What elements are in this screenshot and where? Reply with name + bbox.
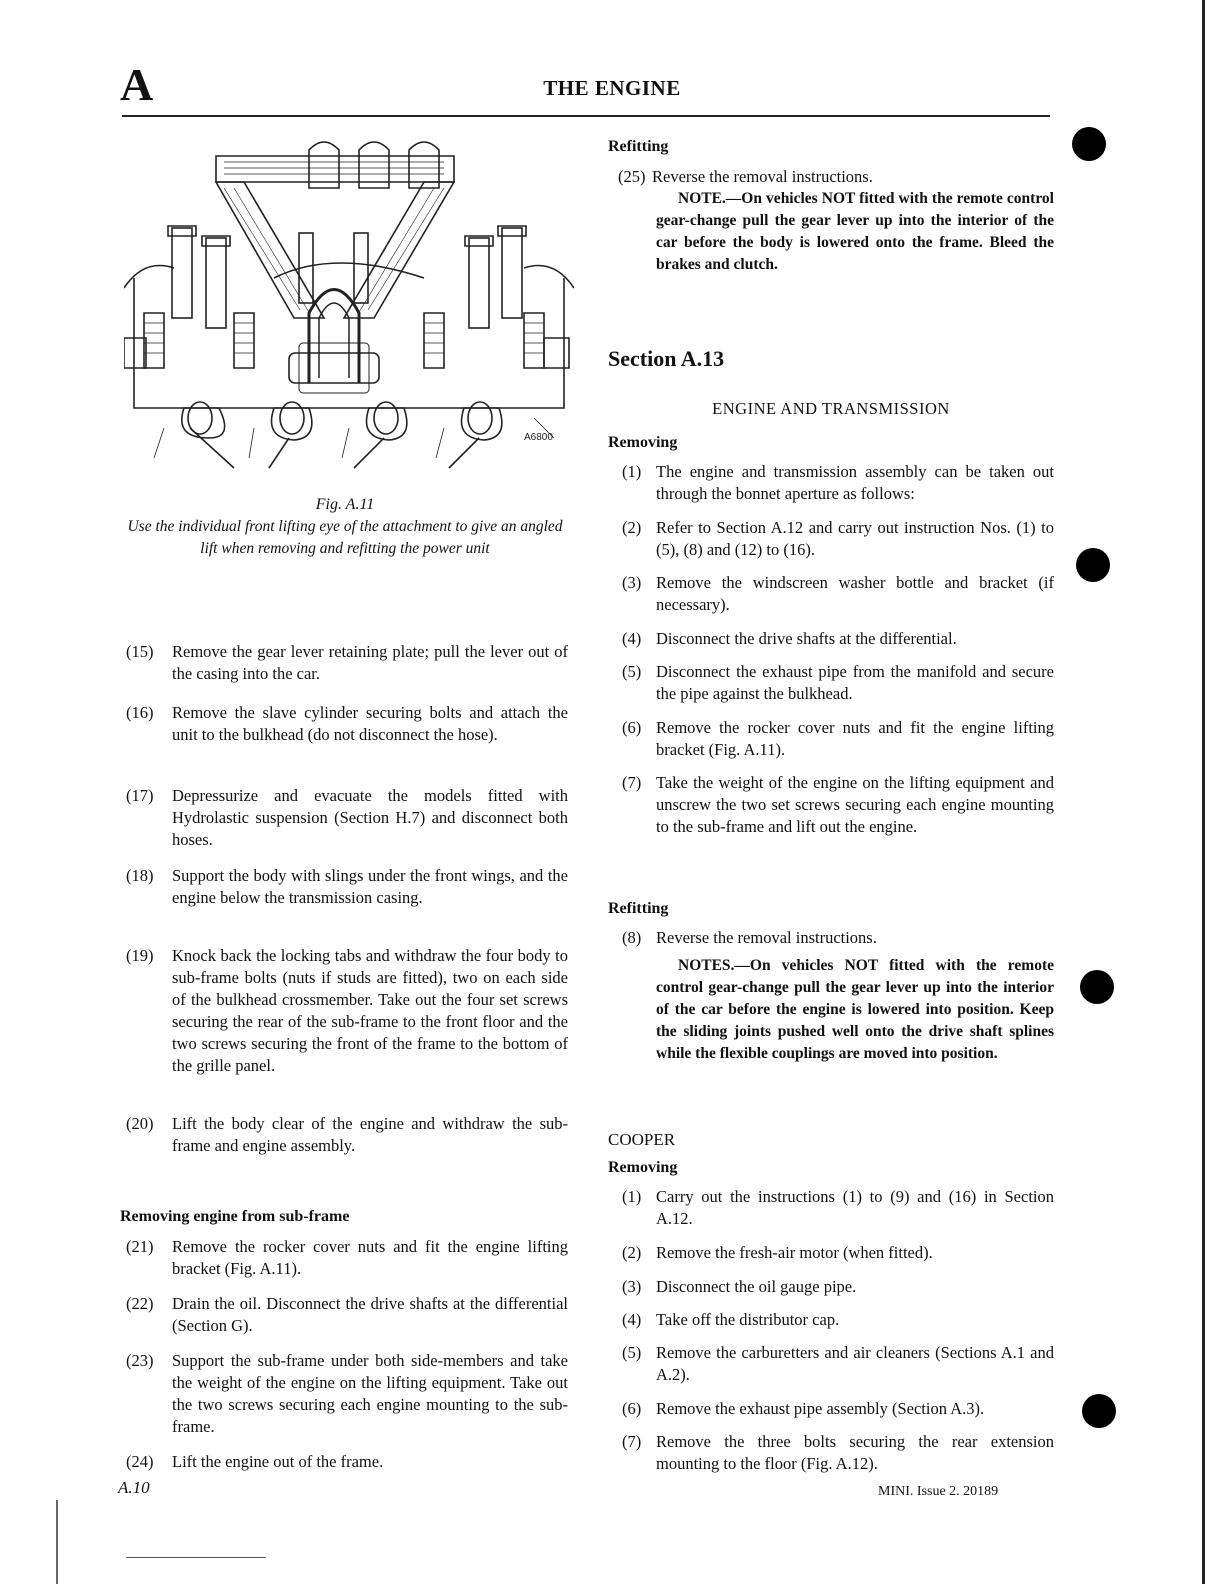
page-title: THE ENGINE [543,76,681,100]
step-item [622,1309,1054,1331]
step-text: Remove the rocker cover nuts and fit the engine lifting bracket (Fig. A.11). [656,718,1054,759]
step-item [126,785,568,851]
figure-caption [126,494,564,560]
engine-lifting-bracket-illustration [124,138,574,478]
page-edge-mark [56,1500,58,1584]
step-text: Take the weight of the engine on the lifting equipment and unscrew the two set screws securing each engine mounting to the sub-frame and lift out the engine. [656,773,1054,836]
step-number: (4) [622,629,642,648]
margin-dot-marker [1082,1394,1116,1428]
step-item [622,1242,1054,1264]
section-letter: A [120,59,154,110]
step-number: (8) [622,928,642,947]
step-item [622,1186,1054,1230]
step-number: (23) [126,1351,154,1370]
step-item [622,628,1054,650]
step-number: (3) [622,573,642,592]
cooper-heading: COOPER [608,1130,676,1149]
step-number: (2) [622,1243,642,1262]
step-number: (21) [126,1237,154,1256]
page-number: A.10 [118,1478,150,1497]
step-number: (18) [126,866,154,885]
step-number: (6) [622,1399,642,1418]
step-number: (22) [126,1294,154,1313]
margin-dot-marker [1080,970,1114,1004]
step-item [622,572,1054,616]
step-text: Disconnect the exhaust pipe from the manifold and secure the pipe against the bulkhead. [656,662,1054,703]
step-text: Drain the oil. Disconnect the drive shafts at the differential (Section G). [172,1294,568,1335]
subheading-removing: Removing [608,434,678,451]
step-number: (15) [126,642,154,661]
step-number: (19) [126,946,154,965]
step-item [126,1113,568,1157]
figure-ref-code: A6800 [524,432,553,443]
note-text: NOTES.—On vehicles NOT fitted with the remote control gear-change pull the gear lever up into the interior of the car before the engine is lowered into position. Keep the sliding joints pushed well onto the drive shaft splines while the flexible couplings are moved into position. [656,957,1054,1062]
step-text: Remove the exhaust pipe assembly (Section A.3). [656,1399,985,1418]
step-item [622,517,1054,561]
margin-dot-marker [1076,548,1110,582]
step-number: (5) [622,1343,642,1362]
step-number: (24) [126,1452,154,1471]
step-text: Remove the slave cylinder securing bolts and attach the unit to the bulkhead (do not disconnect the hose). [172,703,568,744]
step-item [126,641,568,685]
step-text: Disconnect the drive shafts at the differential. [656,629,957,648]
step-item [126,1293,568,1337]
step-text: Remove the windscreen washer bottle and bracket (if necessary). [656,573,1054,614]
step-text: Lift the body clear of the engine and withdraw the sub-frame and engine assembly. [172,1114,568,1155]
step-item [126,1236,568,1280]
figure-label: Fig. A.11 [315,496,375,513]
step-text: The engine and transmission assembly can be taken out through the bonnet aperture as follows: [656,462,1054,503]
step-item [126,1451,568,1473]
step-number: (20) [126,1114,154,1133]
step-text: Take off the distributor cap. [656,1310,840,1329]
header-rule [122,115,1050,117]
step-number: (25) [618,167,646,186]
step-item [622,717,1054,761]
step-item [618,166,1050,188]
step-text: Remove the carburetters and air cleaners (Sections A.1 and A.2). [656,1343,1054,1384]
step-item [622,661,1054,705]
step-text: Disconnect the oil gauge pipe. [656,1277,857,1296]
step-item [126,702,568,768]
note-text: NOTE.—On vehicles NOT fitted with the remote control gear-change pull the gear lever up into the interior of the car before the body is lowered onto the frame. Bleed the brakes and clutch. [656,190,1054,273]
subheading-removing: Removing [608,1159,678,1176]
step-number: (1) [622,462,642,481]
step-text: Refer to Section A.12 and carry out instruction Nos. (1) to (5), (8) and (12) to (16). [656,518,1054,559]
step-text: Knock back the locking tabs and withdraw the four body to sub-frame bolts (nuts if studs are fitted), two on each side of the bulkhead crossmember. Take out the four set screws securing the rear of the sub-frame to the front floor and the two screws securing the front of the frame to the bottom of the grille panel. [172,946,568,1075]
step-item [126,945,568,1099]
step-text: Remove the rocker cover nuts and fit the engine lifting bracket (Fig. A.11). [172,1237,568,1278]
step-text: Reverse the removal instructions. [652,167,873,186]
page-edge-line [1202,0,1205,1584]
subheading-refitting: Refitting [608,900,669,917]
step-text: Remove the three bolts securing the rear extension mounting to the floor (Fig. A.12). [656,1432,1054,1473]
bottom-rule [126,1557,266,1558]
step-item [622,927,1054,949]
step-item [622,1276,1054,1298]
step-number: (7) [622,1432,642,1451]
step-number: (3) [622,1277,642,1296]
step-number: (16) [126,703,154,722]
section-heading: Section A.13 [608,346,725,371]
step-item [622,1431,1054,1475]
step-number: (17) [126,786,154,805]
step-text: Remove the gear lever retaining plate; pull the lever out of the casing into the car. [172,642,568,683]
margin-dot-marker [1072,127,1106,161]
step-item [622,772,1054,860]
step-text: Support the sub-frame under both side-members and take the weight of the engine on the lifting equipment. Take out the two screws securing each engine mounting to the sub-frame. [172,1351,568,1436]
step-number: (2) [622,518,642,537]
figure-caption-text: Use the individual front lifting eye of the attachment to give an angled lift when removing and refitting the power unit [127,518,563,557]
step-text: Reverse the removal instructions. [656,928,877,947]
step-number: (4) [622,1310,642,1329]
step-text: Depressurize and evacuate the models fitted with Hydrolastic suspension (Section H.7) and disconnect both hoses. [172,786,568,849]
step-item [622,461,1054,505]
step-text: Remove the fresh-air motor (when fitted). [656,1243,933,1262]
step-text: Carry out the instructions (1) to (9) and (16) in Section A.12. [656,1187,1054,1228]
subheading-removing-from-subframe: Removing engine from sub-frame [120,1208,350,1225]
step-text: Lift the engine out of the frame. [172,1452,384,1471]
step-number: (1) [622,1187,642,1206]
footer-reference: MINI. Issue 2. 20189 [878,1484,999,1499]
section-subtitle: ENGINE AND TRANSMISSION [712,399,950,418]
step-number: (5) [622,662,642,681]
step-item [622,1398,1054,1420]
step-number: (7) [622,773,642,792]
step-text: Support the body with slings under the front wings, and the engine below the transmission casing. [172,866,568,907]
step-item [126,1350,568,1438]
step-item [126,865,568,931]
step-number: (6) [622,718,642,737]
subheading-refitting: Refitting [608,138,669,155]
step-item [622,1342,1054,1386]
